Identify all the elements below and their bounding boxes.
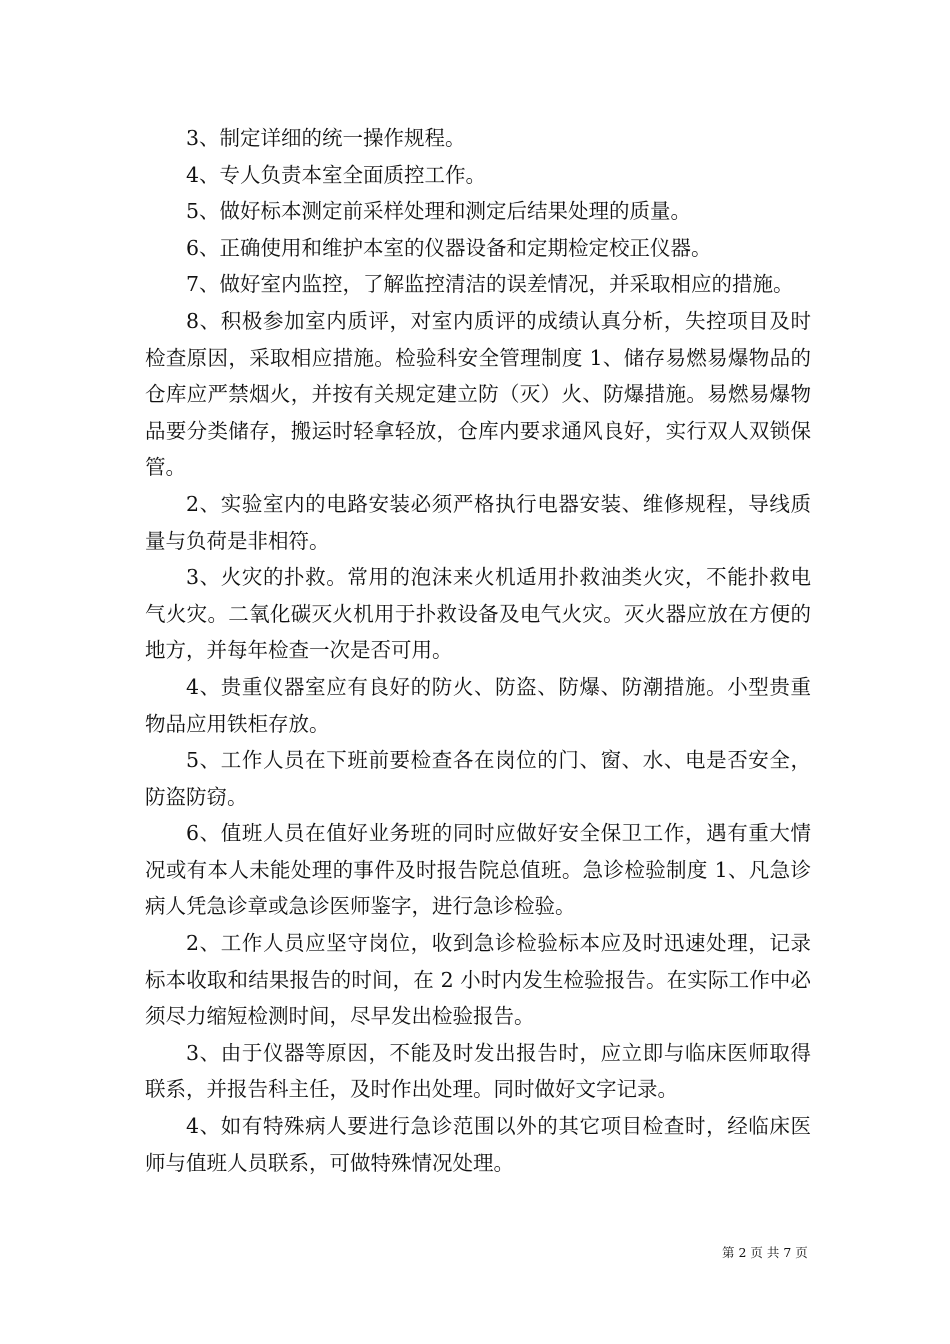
paragraph: 7、做好室内监控，了解监控清洁的误差情况，并采取相应的措施。 [186, 272, 794, 297]
paragraph: 5、工作人员在下班前要检查各在岗位的门、窗、水、电是否安全，防盗防窃。 [145, 748, 811, 809]
paragraph: 4、如有特殊病人要进行急诊范围以外的其它项目检查时，经临床医师与值班人员联系，可做特殊情况处理。 [145, 1114, 811, 1175]
page-number: 第 2 页 共 7 页 [722, 1245, 808, 1260]
paragraph: 3、火灾的扑救。常用的泡沫来火机适用扑救油类火灾，不能扑救电气火灾。二氧化碳灭火机用于扑救设备及电气火灾。灭火器应放在方便的地方，并每年检查一次是否可用。 [145, 565, 811, 663]
paragraph: 2、实验室内的电路安装必须严格执行电器安装、维修规程，导线质量与负荷是非相符。 [145, 491, 811, 553]
paragraph: 4、专人负责本室全面质控工作。 [186, 162, 487, 187]
paragraph: 5、做好标本测定前采样处理和测定后结果处理的质量。 [186, 199, 692, 224]
paragraph: 6、正确使用和维护本室的仪器设备和定期检定校正仪器。 [186, 235, 712, 260]
paragraph: 6、值班人员在值好业务班的同时应做好安全保卫工作，遇有重大情况或有本人未能处理的事件及时报告院总值班。急诊检验制度 1、凡急诊病人凭急诊章或急诊医师鉴字，进行急诊检验。 [145, 821, 811, 919]
document-body [145, 120, 811, 1181]
paragraph: 3、制定详细的统一操作规程。 [186, 126, 466, 150]
paragraph: 8、积极参加室内质评，对室内质评的成绩认真分析，失控项目及时检查原因，采取相应措施。检验科安全管理制度 1、储存易燃易爆物品的仓库应严禁烟火，并按有关规定建立防（灭）火、防爆措施。易燃易爆物品要分类储存，搬运时轻拿轻放，仓库内要求通风良好，实行双人双锁保管。 [145, 308, 811, 480]
paragraph: 4、贵重仪器室应有良好的防火、防盗、防爆、防潮措施。小型贵重物品应用铁柜存放。 [145, 674, 811, 736]
paragraph: 3、由于仪器等原因，不能及时发出报告时，应立即与临床医师取得联系，并报告科主任，及时作出处理。同时做好文字记录。 [145, 1040, 811, 1102]
paragraph: 2、工作人员应坚守岗位，收到急诊检验标本应及时迅速处理，记录标本收取和结果报告的时间，在 2 小时内发生检验报告。在实际工作中必须尽力缩短检测时间，尽早发出检验报告。 [145, 931, 811, 1029]
